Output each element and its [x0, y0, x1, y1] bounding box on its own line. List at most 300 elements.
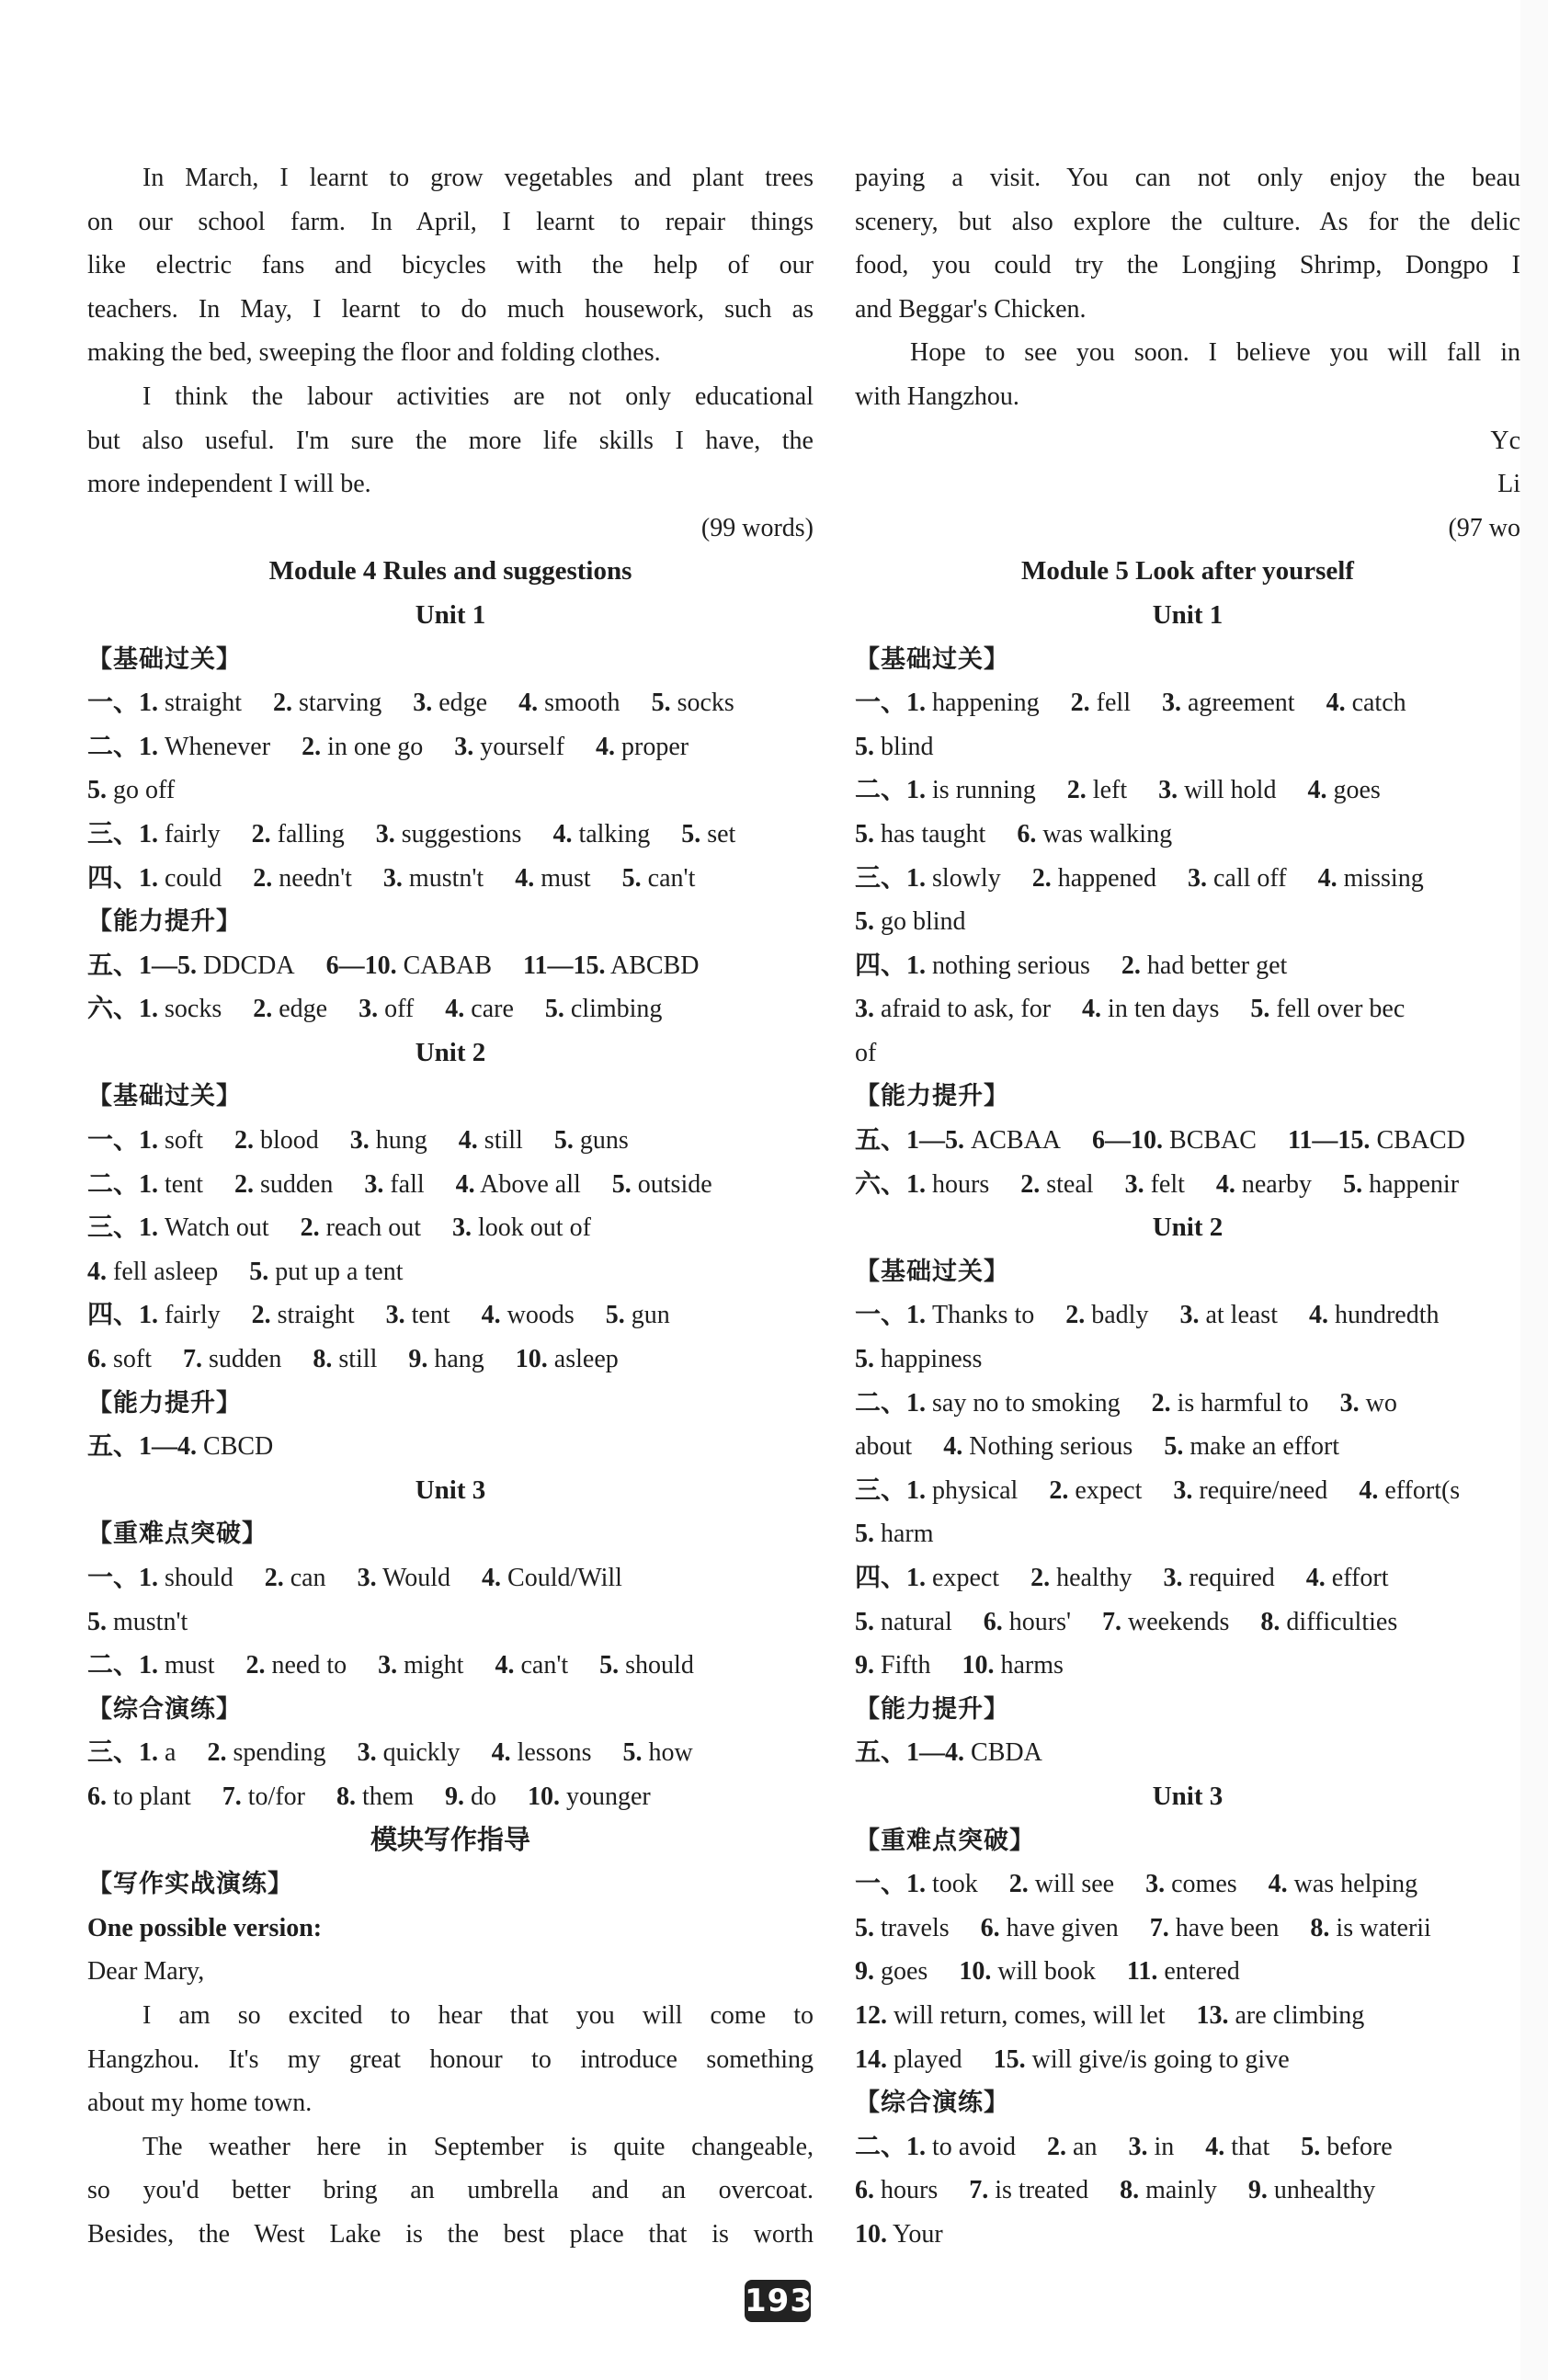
- answer-number: 5.: [605, 1301, 625, 1330]
- answer-line: [855, 1469, 1520, 1513]
- answer-line: [855, 1382, 1520, 1426]
- answer-text: edge: [279, 995, 328, 1024]
- text-line: so you'd better bring an umbrella and an overcoat.: [87, 2176, 814, 2205]
- answer-line: [855, 813, 1520, 857]
- section-heading: 模块写作指导: [370, 1825, 530, 1855]
- answer-line: [87, 725, 814, 769]
- answer-number: 2.: [253, 995, 273, 1024]
- answer-text: healthy: [1056, 1564, 1133, 1592]
- answer-number: 6.: [855, 2176, 874, 2205]
- answer-number: 11.: [1126, 1957, 1158, 1987]
- section-heading: Unit 2: [415, 1037, 486, 1067]
- answer-line: [87, 1775, 814, 1819]
- answer-number: 2.: [300, 1213, 320, 1243]
- answer-text: Nothing serious: [969, 1432, 1133, 1462]
- answer-number: 10.: [959, 1957, 992, 1987]
- text-line: and Beggar's Chicken.: [855, 294, 1087, 324]
- answer-text: have given: [1006, 1913, 1119, 1942]
- exercise-label: 【能力提升】: [87, 1388, 242, 1418]
- answer-text: will return, comes, will let: [894, 2000, 1166, 2030]
- answer-number: 4.: [1359, 1475, 1379, 1505]
- answer-text: could: [165, 863, 222, 893]
- answer-text: to plant: [113, 1782, 191, 1811]
- answer-text: soft: [113, 1345, 152, 1374]
- answer-text: had better get: [1146, 951, 1288, 980]
- answer-number: 5.: [611, 1169, 632, 1199]
- answer-text: fairly: [165, 819, 221, 848]
- answer-text: still: [484, 1126, 523, 1156]
- answer-number: 7.: [1102, 1607, 1122, 1636]
- answer-number: 7.: [969, 2176, 989, 2205]
- answer-number: 3.: [385, 1301, 405, 1330]
- answer-line: [87, 681, 814, 725]
- answer-text: lessons: [517, 1738, 592, 1768]
- answer-text: put up a tent: [275, 1257, 404, 1286]
- answer-text: woods: [507, 1301, 575, 1330]
- answer-text: spending: [233, 1738, 326, 1768]
- answer-number: 4.: [1326, 689, 1346, 718]
- answer-number: 7.: [183, 1345, 202, 1374]
- answer-text: outside: [637, 1169, 712, 1199]
- answer-line: [855, 681, 1520, 725]
- answer-line: [855, 900, 1520, 944]
- answer-text: expect: [1075, 1475, 1143, 1505]
- answer-number: 7.: [1149, 1913, 1169, 1942]
- answer-line: [855, 2125, 1520, 2169]
- answer-number: 四、1.: [855, 1564, 927, 1592]
- answer-number: 5.: [1164, 1432, 1184, 1462]
- answer-line: [855, 987, 1520, 1031]
- exercise-label: 【能力提升】: [855, 1694, 1009, 1724]
- answer-text: comes: [1171, 1870, 1237, 1899]
- text-line: food, you could try the Longjing Shrimp, Dongpo I: [855, 251, 1520, 280]
- answer-line: [87, 1425, 814, 1469]
- answer-text: blind: [881, 732, 934, 761]
- answer-number: 5.: [855, 1345, 874, 1374]
- answer-number: 5.: [249, 1257, 269, 1286]
- answer-number: 2.: [207, 1738, 227, 1768]
- answer-number: 4.: [596, 732, 616, 761]
- text-line: The weather here in September is quite changeable,: [142, 2132, 814, 2161]
- exercise-label: 【重难点突破】: [87, 1520, 267, 1549]
- answer-number: 2.: [1049, 1475, 1069, 1505]
- answer-number: 二、1.: [855, 776, 927, 805]
- answer-text: them: [361, 1782, 414, 1811]
- text-line: Dear Mary,: [87, 1957, 205, 1987]
- answer-text: sudden: [209, 1345, 282, 1374]
- answer-line: [87, 1338, 814, 1382]
- answer-line: [87, 813, 814, 857]
- answer-number: 二、1.: [87, 1651, 159, 1680]
- answer-text: steal: [1046, 1169, 1094, 1199]
- answer-text: mustn't: [408, 863, 484, 893]
- answer-text: natural: [881, 1607, 952, 1636]
- section-heading: Unit 2: [1152, 1213, 1224, 1243]
- answer-number: 4.: [491, 1738, 511, 1768]
- answer-text: afraid to ask, for: [881, 995, 1052, 1024]
- answer-number: 3.: [1161, 689, 1181, 718]
- answer-line: [855, 857, 1520, 901]
- answer-number: 四、1.: [87, 1301, 159, 1330]
- answer-text: Would: [382, 1564, 451, 1592]
- answer-number: 二、1.: [87, 732, 159, 761]
- answer-text: socks: [677, 689, 734, 718]
- answer-number: 五、1—4.: [855, 1738, 965, 1768]
- answer-number: 一、1.: [87, 1126, 159, 1156]
- answer-line: [87, 1731, 814, 1775]
- answer-text: suggestions: [401, 819, 522, 848]
- exercise-label: 【重难点突破】: [855, 1826, 1035, 1855]
- answer-text: unhealthy: [1273, 2176, 1376, 2205]
- answer-number: 10.: [962, 1651, 995, 1680]
- text-line: In March, I learnt to grow vegetables and plant trees: [142, 164, 814, 192]
- answer-text: physical: [932, 1475, 1019, 1505]
- answer-number: 2.: [245, 1651, 266, 1680]
- answer-number: 5.: [855, 1520, 874, 1549]
- answer-text: hours': [1008, 1607, 1072, 1636]
- answer-text: happiness: [881, 1345, 983, 1374]
- answer-text: left: [1092, 776, 1128, 805]
- answer-line: [855, 1338, 1520, 1382]
- answer-text: should: [625, 1651, 694, 1680]
- answer-line: [855, 1907, 1520, 1951]
- answer-text: ABCBD: [609, 951, 700, 980]
- answer-text: off: [384, 995, 415, 1024]
- answer-text: should: [165, 1564, 233, 1592]
- answer-text: felt: [1150, 1169, 1185, 1199]
- answer-text: Your: [892, 2219, 943, 2249]
- answer-number: 4.: [455, 1169, 475, 1199]
- answer-text: happening: [932, 689, 1040, 718]
- answer-text: can't: [647, 863, 696, 893]
- answer-text: was walking: [1042, 819, 1173, 848]
- answer-text: took: [932, 1870, 978, 1899]
- answer-text: happened: [1057, 863, 1156, 893]
- answer-number: 5.: [1301, 2132, 1321, 2161]
- answer-text: CBACD: [1376, 1126, 1465, 1156]
- answer-number: 2.: [1020, 1169, 1041, 1199]
- page-number: 193: [745, 2280, 811, 2322]
- answer-line: [855, 2213, 1520, 2257]
- answer-line: [855, 1425, 1520, 1469]
- answer-number: 五、1—5.: [855, 1126, 965, 1156]
- answer-number: 三、1.: [855, 1475, 927, 1505]
- answer-number: 4.: [481, 1301, 501, 1330]
- answer-number: 5.: [621, 863, 642, 893]
- answer-number: 5.: [855, 819, 874, 848]
- exercise-label: 【基础过关】: [855, 644, 1009, 674]
- answer-number: 五、1—5.: [87, 951, 198, 980]
- answer-text: in ten days: [1108, 995, 1220, 1024]
- text-line: about my home town.: [87, 2089, 313, 2118]
- answer-number: 4.: [943, 1432, 963, 1462]
- answer-number: 一、1.: [87, 1564, 159, 1592]
- answer-text: to avoid: [932, 2132, 1017, 2161]
- answer-text: can: [290, 1564, 326, 1592]
- answer-number: 5.: [681, 819, 701, 848]
- answer-text: before: [1326, 2132, 1393, 2161]
- answer-number: 3.: [1188, 863, 1207, 893]
- answer-number: 4.: [1305, 1564, 1326, 1592]
- exercise-label: 【写作实战演练】: [87, 1870, 293, 1899]
- section-heading: Module 4 Rules and suggestions: [268, 556, 632, 586]
- answer-text: edge: [438, 689, 488, 718]
- answer-line: [855, 1644, 1520, 1688]
- answer-number: 三、1.: [87, 1738, 159, 1768]
- answer-number: 2.: [273, 689, 293, 718]
- answer-text: weekends: [1128, 1607, 1230, 1636]
- answer-number: 11—15.: [523, 951, 606, 980]
- answer-number: 3.: [1158, 776, 1178, 805]
- text-line: Hope to see you soon. I believe you will fall in: [910, 338, 1520, 368]
- text-line: but also useful. I'm sure the more life skills I have, the: [87, 426, 814, 455]
- answer-line: [87, 1600, 814, 1645]
- answer-text: travels: [881, 1913, 950, 1942]
- answer-number: 5.: [1343, 1169, 1363, 1199]
- answer-number: 6.: [87, 1782, 107, 1811]
- answer-number: 4.: [1215, 1169, 1235, 1199]
- text-line: I am so excited to hear that you will come to: [142, 2000, 814, 2030]
- answer-text: hours: [932, 1169, 990, 1199]
- answer-text: Thanks to: [932, 1301, 1035, 1330]
- answer-number: 3.: [1173, 1475, 1193, 1505]
- answer-number: 14.: [855, 2044, 887, 2074]
- answer-text: goes: [1333, 776, 1381, 805]
- answer-number: 2.: [1031, 863, 1052, 893]
- answer-number: 2.: [264, 1564, 284, 1592]
- answer-number: 9.: [855, 1651, 874, 1680]
- text-line: Li: [1497, 470, 1520, 499]
- answer-text: was helping: [1293, 1870, 1418, 1899]
- answer-text: have been: [1175, 1913, 1280, 1942]
- answer-text: are climbing: [1235, 2000, 1365, 2030]
- answer-number: 2.: [1070, 689, 1090, 718]
- answer-number: 2.: [302, 732, 322, 761]
- answer-text: require/need: [1199, 1475, 1328, 1505]
- answer-number: 9.: [444, 1782, 464, 1811]
- text-line: paying a visit. You can not only enjoy the beau: [855, 164, 1520, 192]
- text-line: like electric fans and bicycles with the help of our: [87, 251, 814, 280]
- answer-number: 2.: [234, 1169, 255, 1199]
- section-heading: Unit 1: [415, 599, 486, 630]
- answer-number: 四、1.: [855, 951, 927, 980]
- answer-text: make an effort: [1189, 1432, 1340, 1462]
- answer-number: 三、1.: [87, 1213, 159, 1243]
- answer-line: [855, 944, 1520, 988]
- answer-number: 2.: [1030, 1564, 1051, 1592]
- answer-line: [855, 1862, 1520, 1907]
- answer-line: [855, 2038, 1520, 2082]
- answer-number: 三、1.: [87, 819, 159, 848]
- answer-number: 三、1.: [855, 863, 927, 893]
- answer-text: DDCDA: [203, 951, 295, 980]
- answer-text: still: [338, 1345, 378, 1374]
- answer-text: played: [894, 2044, 962, 2074]
- answer-text: will give/is going to give: [1031, 2044, 1290, 2074]
- answer-number: 6—10.: [1092, 1126, 1164, 1156]
- answer-line: [855, 725, 1520, 769]
- answer-number: 3.: [357, 1564, 377, 1592]
- answer-text: that: [1231, 2132, 1270, 2161]
- answer-text: effort: [1331, 1564, 1389, 1592]
- answer-number: 3.: [1124, 1169, 1144, 1199]
- answer-number: 2.: [1065, 1301, 1086, 1330]
- section-heading: Unit 3: [415, 1475, 486, 1505]
- answer-number: 5.: [1250, 995, 1270, 1024]
- answer-number: 3.: [357, 1738, 377, 1768]
- answer-number: 4.: [1205, 2132, 1225, 2161]
- answer-text: can't: [520, 1651, 569, 1680]
- answer-number: 4.: [1082, 995, 1102, 1024]
- answer-number: 2.: [251, 819, 271, 848]
- answer-number: 2.: [234, 1126, 255, 1156]
- answer-number: 9.: [855, 1957, 874, 1987]
- answer-text: straight: [165, 689, 243, 718]
- answer-text: in: [1154, 2132, 1175, 2161]
- answer-text: guns: [579, 1126, 629, 1156]
- answer-text: must: [541, 863, 591, 893]
- answer-text: tent: [165, 1169, 204, 1199]
- answer-number: 9.: [1247, 2176, 1268, 2205]
- answer-text: fall: [390, 1169, 425, 1199]
- answer-number: 8.: [336, 1782, 356, 1811]
- answer-text: soft: [165, 1126, 204, 1156]
- answer-text: ACBAA: [971, 1126, 1062, 1156]
- answer-text: Whenever: [165, 732, 271, 761]
- answer-text: go off: [113, 776, 176, 805]
- answer-line: [855, 1119, 1520, 1163]
- answer-number: 4.: [445, 995, 465, 1024]
- answer-number: 2.: [1121, 951, 1141, 980]
- answer-text: call off: [1213, 863, 1287, 893]
- answer-line: [87, 1250, 814, 1294]
- answer-number: 8.: [1310, 1913, 1330, 1942]
- answer-text: will hold: [1184, 776, 1277, 805]
- answer-number: 5.: [651, 689, 671, 718]
- answer-line: [87, 1644, 814, 1688]
- answer-line: [87, 857, 814, 901]
- text-line: teachers. In May, I learnt to do much housework, such as: [87, 294, 814, 324]
- answer-number: 四、1.: [87, 863, 159, 893]
- answer-number: 3.: [1179, 1301, 1200, 1330]
- answer-text: CABAB: [403, 951, 493, 980]
- answer-text: CBCD: [203, 1432, 274, 1462]
- answer-number: 4.: [495, 1651, 515, 1680]
- answer-text: harms: [1000, 1651, 1064, 1680]
- answer-number: 6.: [1017, 819, 1037, 848]
- answer-line: [87, 1119, 814, 1163]
- answer-number: 2.: [1047, 2132, 1067, 2161]
- answer-number: 一、1.: [855, 1870, 927, 1899]
- text-line: (99 words): [700, 513, 814, 542]
- answer-number: 11—15.: [1287, 1126, 1371, 1156]
- answer-line: [855, 1731, 1520, 1775]
- answer-text: go blind: [881, 907, 966, 937]
- answer-line: [855, 1163, 1520, 1207]
- answer-text: hours: [881, 2176, 939, 2205]
- text-line: Hangzhou. It's my great honour to introduce something: [87, 2044, 814, 2074]
- answer-text: must: [165, 1651, 215, 1680]
- answer-number: 3.: [1128, 2132, 1148, 2161]
- answer-number: 15.: [993, 2044, 1026, 2074]
- answer-text: wo: [1365, 1388, 1397, 1418]
- answer-text: sudden: [260, 1169, 334, 1199]
- answer-number: 6—10.: [325, 951, 397, 980]
- answer-number: 五、1—4.: [87, 1432, 198, 1462]
- answer-number: 10.: [855, 2219, 887, 2249]
- answer-text: to/for: [247, 1782, 305, 1811]
- answer-number: 5.: [855, 1913, 874, 1942]
- answer-number: 4.: [518, 689, 539, 718]
- answer-text: will see: [1034, 1870, 1115, 1899]
- answer-text: is running: [932, 776, 1036, 805]
- answer-text: smooth: [544, 689, 620, 718]
- answer-text: need to: [271, 1651, 347, 1680]
- exercise-label: 【基础过关】: [87, 644, 242, 674]
- answer-text: effort(s: [1384, 1475, 1461, 1505]
- answer-number: 3.: [364, 1169, 384, 1199]
- answer-text: Could/Will: [507, 1564, 622, 1592]
- answer-text: mustn't: [113, 1607, 188, 1636]
- answer-text: difficulties: [1286, 1607, 1398, 1636]
- answer-number: 2.: [1066, 776, 1087, 805]
- answer-text: missing: [1343, 863, 1424, 893]
- answer-number: 3.: [1145, 1870, 1166, 1899]
- text-line: (97 wo: [1448, 513, 1520, 542]
- answer-number: 5.: [622, 1738, 643, 1768]
- answer-number: 2.: [253, 863, 273, 893]
- right-column: [855, 156, 1520, 2257]
- answer-line: [855, 1293, 1520, 1338]
- text-line: of: [855, 1038, 877, 1067]
- answer-number: 5.: [553, 1126, 574, 1156]
- answer-text: entered: [1164, 1957, 1240, 1987]
- answer-text: fell: [1096, 689, 1131, 718]
- answer-text: agreement: [1187, 689, 1295, 718]
- answer-line: [87, 1206, 814, 1250]
- answer-number: 10.: [527, 1782, 560, 1811]
- answer-number: 5.: [855, 907, 874, 937]
- exercise-label: 【能力提升】: [87, 907, 242, 937]
- answer-number: 8.: [1120, 2176, 1140, 2205]
- answer-number: 2.: [251, 1301, 271, 1330]
- answer-text: a: [165, 1738, 176, 1768]
- answer-number: 8.: [1260, 1607, 1281, 1636]
- answer-text: gun: [631, 1301, 670, 1330]
- answer-text: look out of: [478, 1213, 591, 1243]
- answer-text: care: [471, 995, 514, 1024]
- answer-text: proper: [621, 732, 689, 761]
- answer-text: fairly: [165, 1301, 221, 1330]
- answer-number: 六、1.: [855, 1169, 927, 1199]
- answer-number: 一、1.: [855, 1301, 927, 1330]
- answer-number: 5.: [87, 776, 107, 805]
- answer-number: 10.: [515, 1345, 548, 1374]
- answer-number: 一、1.: [855, 689, 927, 718]
- answer-text: in one go: [327, 732, 424, 761]
- answer-number: 3.: [359, 995, 379, 1024]
- text-line: scenery, but also explore the culture. As for the delic: [855, 207, 1520, 236]
- answer-number: 3.: [454, 732, 474, 761]
- answer-text: younger: [565, 1782, 651, 1811]
- answer-number: 3.: [855, 995, 874, 1024]
- answer-text: mainly: [1145, 2176, 1217, 2205]
- answer-number: 4.: [1308, 1301, 1328, 1330]
- answer-text: nothing serious: [932, 951, 1090, 980]
- answer-number: 3.: [382, 863, 403, 893]
- answer-text: has taught: [881, 819, 986, 848]
- answer-text: an: [1073, 2132, 1098, 2161]
